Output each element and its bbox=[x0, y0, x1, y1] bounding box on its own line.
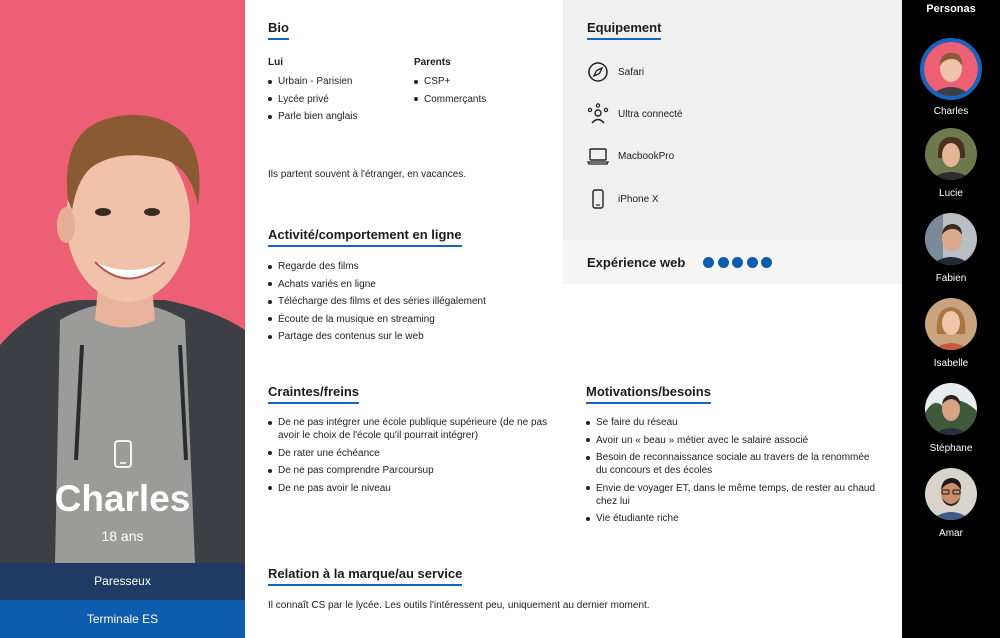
persona-name: Lucie bbox=[939, 188, 963, 199]
fears-list bbox=[268, 416, 553, 499]
sidebar-item-lucie[interactable] bbox=[902, 128, 1000, 199]
bio-note: Ils partent souvent à l'étranger, en vacances. bbox=[268, 169, 467, 180]
avatar bbox=[925, 468, 977, 520]
list-item: Envie de voyager ET, dans le même temps, de rester au chaud chez lui bbox=[586, 482, 881, 508]
sidebar-item-amar[interactable] bbox=[902, 468, 1000, 539]
connected-user-icon bbox=[587, 103, 609, 125]
persona-name: Isabelle bbox=[933, 358, 969, 369]
list-item: Urbain - Parisien bbox=[268, 75, 408, 88]
bio-parents-label: Parents bbox=[414, 57, 451, 68]
sidebar-title: Personas bbox=[926, 3, 976, 15]
list-item: Achats variés en ligne bbox=[268, 278, 548, 291]
web-experience-rating bbox=[703, 257, 776, 268]
persona-level-badge: Terminale ES bbox=[0, 600, 245, 638]
list-item: Regarde des films bbox=[268, 260, 548, 273]
persona-name: Amar bbox=[939, 528, 963, 539]
list-item: De ne pas avoir le niveau bbox=[268, 482, 553, 495]
avatar bbox=[925, 383, 977, 435]
equipment-item-safari bbox=[587, 61, 644, 83]
list-item: Se faire du réseau bbox=[586, 416, 881, 429]
relation-heading: Relation à la marque/au service bbox=[268, 566, 462, 586]
activity-heading: Activité/comportement en ligne bbox=[268, 227, 462, 247]
relation-text: Il connaît CS par le lycée. Les outils l'intéressent peu, uniquement au dernier moment. bbox=[268, 600, 650, 611]
avatar bbox=[925, 213, 977, 265]
rating-dot bbox=[732, 257, 743, 268]
equipment-heading: Equipement bbox=[587, 20, 661, 40]
compass-icon bbox=[587, 61, 609, 83]
list-item: Écoute de la musique en streaming bbox=[268, 313, 548, 326]
list-item: De rater une échéance bbox=[268, 447, 553, 460]
personas-sidebar bbox=[902, 0, 1000, 638]
persona-trait-badge: Paresseux bbox=[0, 563, 245, 600]
rating-dot bbox=[747, 257, 758, 268]
sidebar-item-fabien[interactable] bbox=[902, 213, 1000, 284]
persona-summary bbox=[0, 440, 245, 544]
bio-lui-list bbox=[268, 75, 408, 128]
equipment-item-connected bbox=[587, 103, 682, 125]
phone-icon bbox=[587, 188, 609, 210]
list-item: Besoin de reconnaissance sociale au travers de la renommée du concours et des écoles bbox=[586, 451, 881, 477]
phone-icon bbox=[113, 440, 133, 468]
bio-parents-list bbox=[414, 75, 544, 110]
laptop-icon bbox=[587, 145, 609, 167]
equipment-item-macbook bbox=[587, 145, 674, 167]
list-item: Télécharge des films et des séries illégalement bbox=[268, 295, 548, 308]
persona-name: Stéphane bbox=[929, 443, 973, 454]
avatar bbox=[925, 128, 977, 180]
equipment-label: iPhone X bbox=[618, 193, 659, 205]
rating-dot bbox=[761, 257, 772, 268]
motivations-list bbox=[586, 416, 881, 530]
sidebar-item-stephane[interactable] bbox=[902, 383, 1000, 454]
motivations-heading: Motivations/besoins bbox=[586, 384, 711, 404]
equipment-item-iphone bbox=[587, 188, 659, 210]
bio-heading: Bio bbox=[268, 20, 289, 40]
list-item: De ne pas comprendre Parcoursup bbox=[268, 464, 553, 477]
activity-list bbox=[268, 260, 548, 348]
list-item: Vie étudiante riche bbox=[586, 512, 881, 525]
avatar bbox=[925, 298, 977, 350]
web-experience-label: Expérience web bbox=[587, 255, 686, 270]
list-item: CSP+ bbox=[414, 75, 544, 88]
persona-panel bbox=[0, 0, 245, 638]
persona-age: 18 ans bbox=[101, 528, 144, 544]
persona-name: Charles bbox=[933, 106, 969, 117]
equipment-label: Safari bbox=[618, 66, 645, 78]
rating-dot bbox=[703, 257, 714, 268]
sidebar-item-charles[interactable] bbox=[902, 38, 1000, 117]
fears-heading: Craintes/freins bbox=[268, 384, 359, 404]
equipment-label: Ultra connecté bbox=[618, 108, 683, 120]
persona-name: Charles bbox=[54, 478, 191, 519]
rating-dot bbox=[718, 257, 729, 268]
equipment-panel bbox=[563, 0, 902, 240]
list-item: De ne pas intégrer une école publique supérieure (de ne pas avoir le choix de l'école qu'il pourrait intégrer) bbox=[268, 416, 553, 442]
list-item: Partage des contenus sur le web bbox=[268, 330, 548, 343]
list-item: Lycée privé bbox=[268, 93, 408, 106]
list-item: Parle bien anglais bbox=[268, 110, 408, 123]
list-item: Avoir un « beau » métier avec le salaire associé bbox=[586, 434, 881, 447]
web-experience-panel bbox=[563, 240, 902, 284]
persona-name: Fabien bbox=[935, 273, 967, 284]
equipment-label: MacbookPro bbox=[618, 150, 675, 162]
sidebar-item-isabelle[interactable] bbox=[902, 298, 1000, 369]
list-item: Commerçants bbox=[414, 93, 544, 106]
bio-lui-label: Lui bbox=[268, 57, 283, 68]
avatar bbox=[920, 38, 982, 100]
